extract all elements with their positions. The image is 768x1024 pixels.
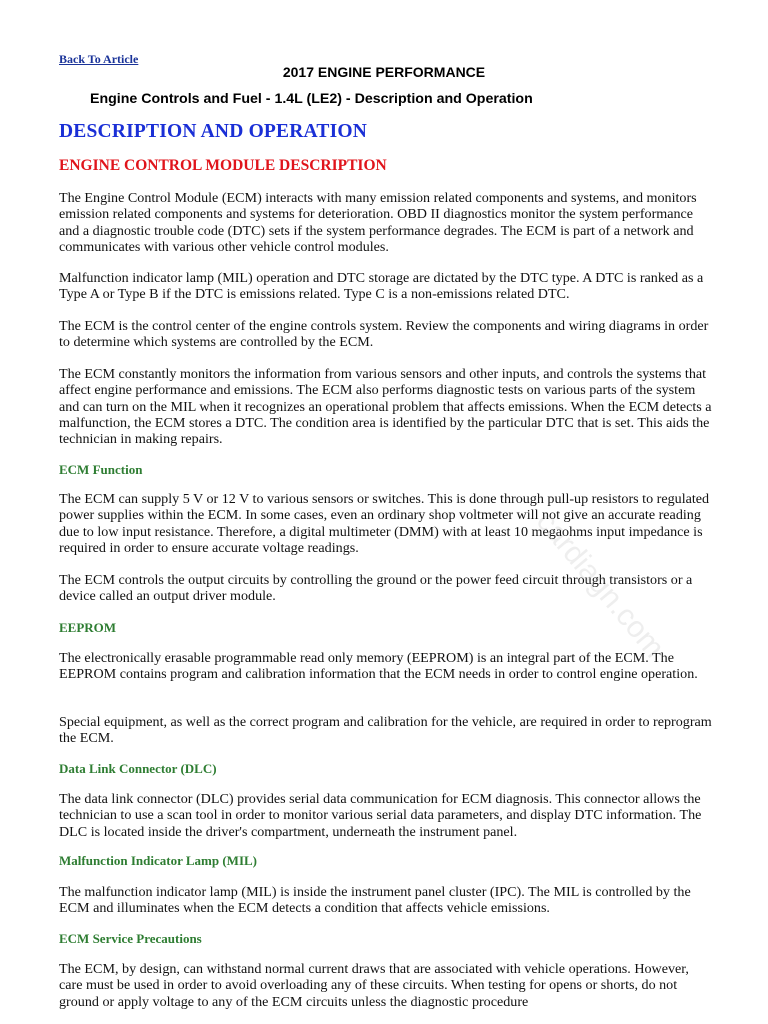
paragraph-control-center: The ECM is the control center of the engine controls system. Review the components and wiring diagrams in order to determine which systems are controlled by the ECM. [59,318,709,351]
watermark: cardiagn.com [529,505,671,665]
paragraph-output-circuits: The ECM controls the output circuits by controlling the ground or the power feed circuit through transistors or a device called an output driver module. [59,572,693,605]
section-heading: DESCRIPTION AND OPERATION [59,121,368,142]
ecm-function-heading: ECM Function [59,462,143,477]
document-title: 2017 ENGINE PERFORMANCE [282,64,486,80]
paragraph-ecm-monitoring: The ECM constantly monitors the information from various sensors and other inputs, and controls the systems that affect engine performance and emissions. The ECM also performs diagnostic tests on various parts of the system and can turn on the MIL when it recognizes an operational problem that affects emissions. When the ECM detects a malfunction, the ECM stores a DTC. The condition area is identified by the particular DTC that is set. This aids the technician in making repairs. [59,366,712,448]
service-precautions-heading: ECM Service Precautions [59,931,202,946]
paragraph-reprogram: Special equipment, as well as the correct program and calibration for the vehicle, are required in order to reprogram the ECM. [59,714,712,747]
paragraph-dtc-types: Malfunction indicator lamp (MIL) operation and DTC storage are dictated by the DTC type. A DTC is ranked as a Type A or Type B if the DTC is emissions related. Type C is a non-emissions related DTC. [59,270,704,303]
dlc-heading: Data Link Connector (DLC) [59,761,217,776]
paragraph-eeprom: The electronically erasable programmable read only memory (EEPROM) is an integral part of the ECM. The EEPROM contains program and calibration information that the ECM needs in order to control engine operation. [59,650,698,683]
paragraph-service-precautions: The ECM, by design, can withstand normal current draws that are associated with vehicle operations. However, care must be used in order to avoid overloading any of these circuits. When testing for opens or shorts, do not ground or apply voltage to any of the ECM circuits unless the diagnostic procedure [59,961,689,1010]
paragraph-dlc: The data link connector (DLC) provides serial data communication for ECM diagnosis. This connector allows the technician to use a scan tool in order to monitor various serial data parameters, and display DTC information. The DLC is located inside the driver's compartment, underneath the instrument panel. [59,791,702,840]
paragraph-mil: The malfunction indicator lamp (MIL) is inside the instrument panel cluster (IPC). The MIL is controlled by the ECM and illuminates when the ECM detects a condition that affects vehicle emissions. [59,884,691,917]
paragraph-ecm-function: The ECM can supply 5 V or 12 V to various sensors or switches. This is done through pull-up resistors to regulated power supplies within the ECM. In some cases, even an ordinary shop voltmeter will not give an accurate reading due to low input resistance. Therefore, a digital multimeter (DMM) with at least 10 megaohms input impedance is required in order to ensure accurate voltage readings. [59,491,710,556]
document-subtitle: Engine Controls and Fuel - 1.4L (LE2) - Description and Operation [90,91,533,107]
back-to-article-link[interactable]: Back To Article [59,52,139,66]
eeprom-heading: EEPROM [59,620,117,635]
paragraph-ecm-overview: The Engine Control Module (ECM) interacts with many emission related components and systems, and monitors emission related components and systems for deterioration. OBD II diagnostics monitor the system performance and a diagnostic trouble code (DTC) sets if the system performance degrades. The ECM is part of a network and communicates with various other vehicle control modules. [59,190,697,255]
mil-heading: Malfunction Indicator Lamp (MIL) [59,853,258,868]
section-subheading: ENGINE CONTROL MODULE DESCRIPTION [59,157,387,174]
